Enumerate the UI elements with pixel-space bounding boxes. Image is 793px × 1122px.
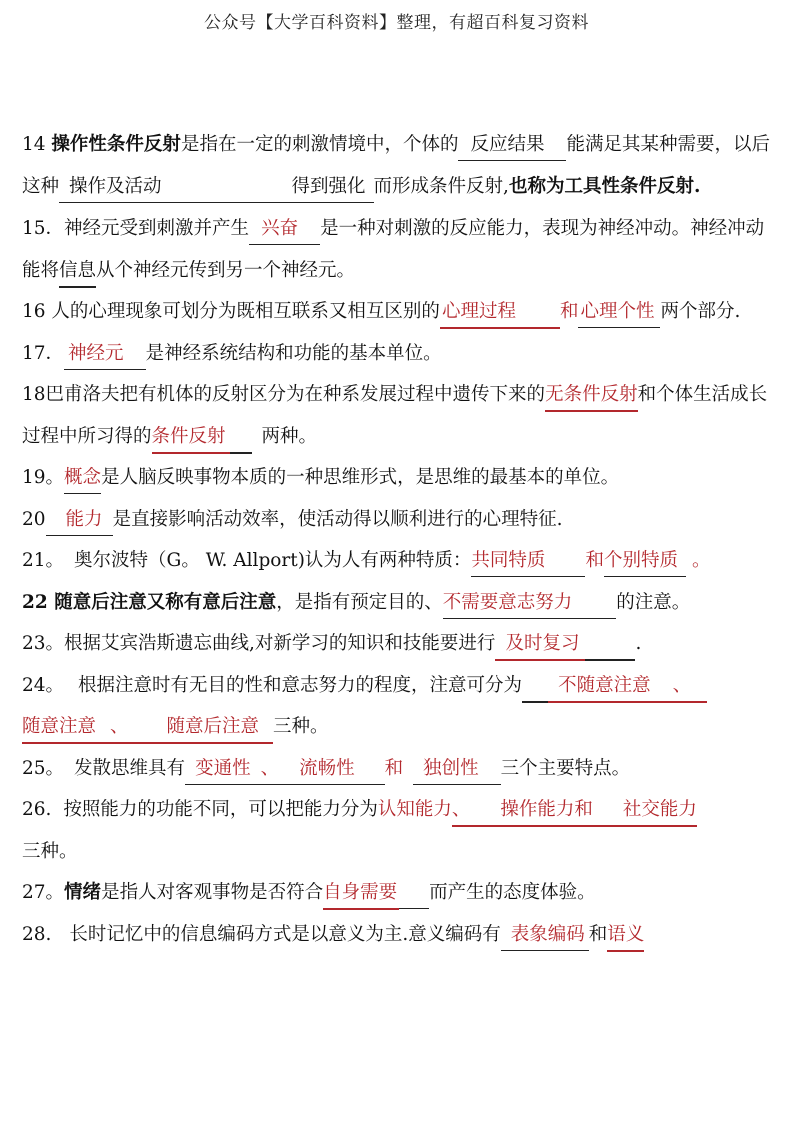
blank: 共同特质 — [471, 546, 585, 577]
blank: 社交能力 — [623, 795, 697, 827]
blank: 信息 — [59, 256, 96, 288]
question-18: 18巴甫洛夫把有机体的反射区分为在种系发展过程中遗传下来的无条件反射和个体生活成长过程中所习得的条件反射 两种。 — [22, 374, 772, 457]
blank: 神经元 — [64, 339, 146, 370]
question-24: 24。 根据注意时有无目的性和意志努力的程度，注意可分为 不随意注意 、 随意注意 、 随意后注意 三种。 — [22, 665, 772, 748]
blank: 随意注意 、 — [22, 712, 143, 744]
question-15: 15．神经元受到刺激并产生 兴奋 是一种对刺激的反应能力，表现为神经冲动。神经冲动能将信息从个神经元传到另一个神经元。 — [22, 208, 772, 291]
blank: 和 — [574, 795, 623, 827]
blank: 随意后注意 — [143, 712, 274, 744]
question-14: 14 操作性条件反射是指在一定的刺激情境中，个体的 反应结果 能满足其某种需要，以后这种 操作及活动 得到强化 而形成条件反射,也称为工具性条件反射. — [22, 124, 772, 208]
blank: 表象编码 — [501, 920, 589, 951]
blank: 兴奋 — [249, 214, 320, 245]
question-25: 25。 发散思维具有 变通性 、 流畅性 和 独创性 三个主要特点。 — [22, 748, 772, 790]
blank — [522, 671, 548, 703]
question-19: 19。概念是人脑反映事物本质的一种思维形式，是思维的最基本的单位。 — [22, 457, 772, 499]
blank: 得到强化 — [282, 172, 374, 203]
term: 操作性条件反射 — [51, 134, 181, 155]
question-23: 23。根据艾宾浩斯遗忘曲线,对新学习的知识和技能要进行 及时复习 . — [22, 623, 772, 665]
blank: 独创性 — [413, 754, 501, 785]
question-20: 20 能力 是直接影响活动效率，使活动得以顺利进行的心理特征. — [22, 499, 772, 541]
term: 随意后注意又称有意后注意 — [54, 591, 277, 613]
blank — [230, 422, 252, 454]
blank: 操作及活动 — [59, 172, 282, 203]
blank: 变通性 、 — [185, 754, 295, 785]
question-26: 26. 按照能力的功能不同，可以把能力分为认知能力、 操作能力和 社交能力 三种。 — [22, 789, 772, 872]
blank: 不需要意志努力 — [443, 588, 617, 619]
blank: 无条件反射 — [545, 380, 638, 412]
blank: 语义 — [607, 920, 644, 952]
blank: 不随意注意 、 — [548, 671, 707, 703]
blank: 概念 — [64, 463, 101, 494]
blank: 条件反射 — [152, 422, 230, 454]
question-16: 16 人的心理现象可划分为既相互联系又相互区别的 心理过程 和 心理个性 两个部分. — [22, 291, 772, 333]
question-17: 17． 神经元 是神经系统结构和功能的基本单位。 — [22, 333, 772, 375]
blank: 能力 — [46, 505, 113, 536]
question-28: 28. 长时记忆中的信息编码方式是以意义为主.意义编码有 表象编码 和语义 — [22, 914, 772, 956]
blank: 反应结果 — [458, 130, 566, 161]
question-27: 27。情绪是指人对客观事物是否符合自身需要 而产生的态度体验。 — [22, 872, 772, 914]
blank — [585, 629, 635, 661]
blank: 流畅性 — [295, 754, 385, 785]
blank — [399, 878, 429, 909]
blank: 个别特质 — [604, 546, 686, 577]
question-list — [22, 124, 772, 955]
blank: 、 操作能力 — [452, 795, 575, 827]
blank: 心理过程 — [440, 297, 560, 329]
blank: 及时复习 — [495, 629, 585, 661]
blank: 自身需要 — [323, 878, 399, 910]
blank: 心理个性 — [578, 297, 660, 328]
question-22: 22 随意后注意又称有意后注意，是指有预定目的、不需要意志努力 的注意。 — [22, 582, 772, 624]
question-21: 21。 奥尔波特（G。 W. Allport)认为人有两种特质：共同特质 和个别特质 。 — [22, 540, 772, 582]
page-header: 公众号【大学百科资料】整理，有超百科复习资料 — [204, 13, 589, 33]
term: 情绪 — [64, 882, 102, 903]
